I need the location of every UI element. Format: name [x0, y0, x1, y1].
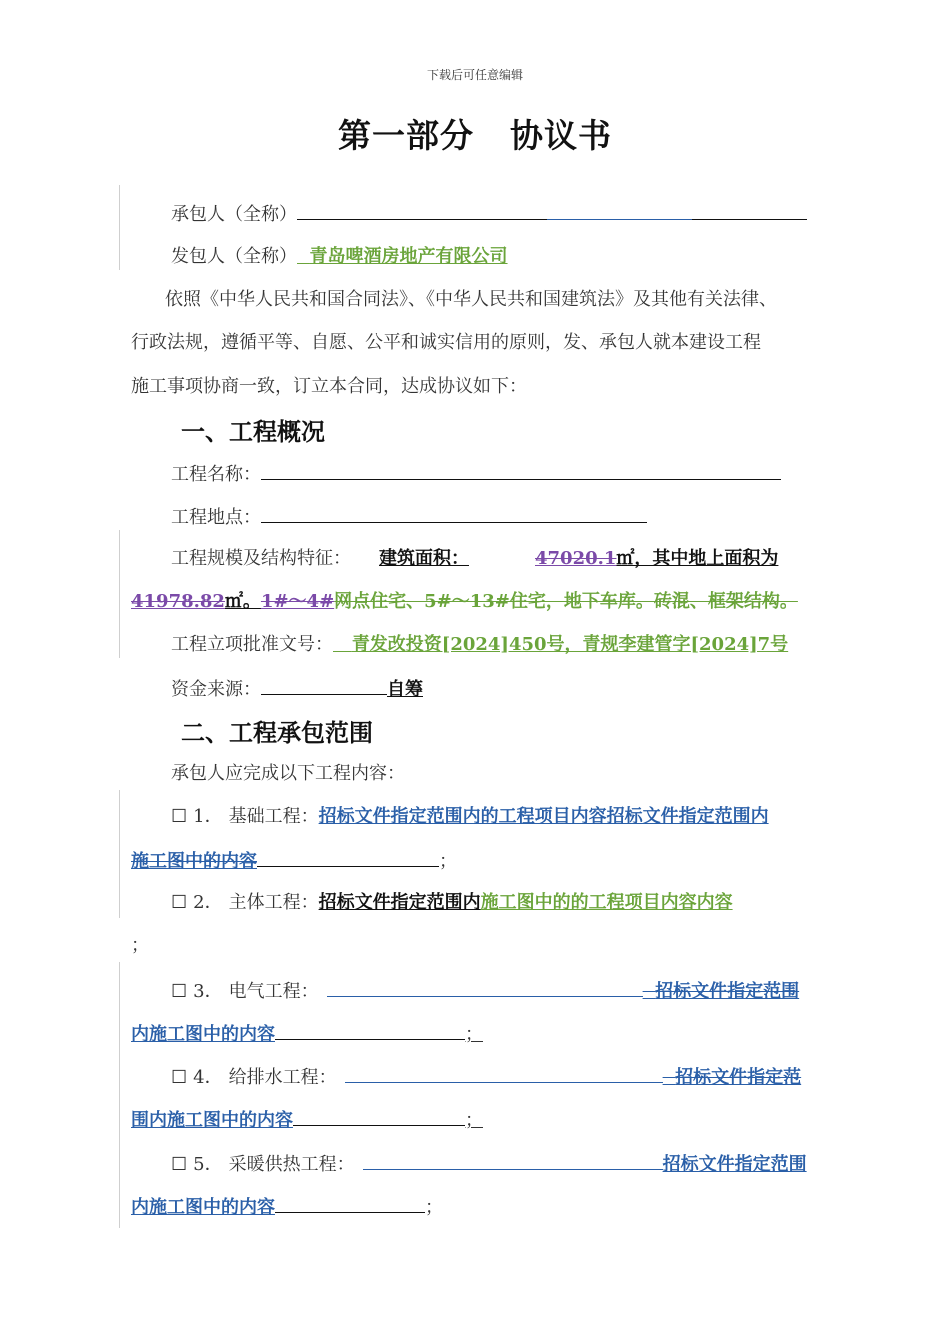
revision-bar: [119, 962, 120, 1228]
above-area-value: 41978.82: [131, 591, 225, 612]
scope-item-3: ☐ 3． 电气工程： 招标文件指定范围: [171, 978, 799, 1004]
scope-item-3-text: 招标文件指定范围: [655, 981, 800, 1002]
project-location-label: 工程地点：: [171, 507, 261, 528]
section2-heading: 二、工程承包范围: [181, 718, 373, 747]
header-note: 下载后可任意编辑: [426, 68, 523, 82]
approval-label: 工程立项批准文号：: [171, 634, 333, 655]
scope-item-2-text-b: 施工图中的的工程项目内容内容: [480, 892, 733, 913]
contractor-blank-revised: [547, 201, 692, 220]
checkbox-2[interactable]: ☐: [171, 892, 188, 913]
intro-line-2: 行政法规，遵循平等、自愿、公平和诚实信用的原则，发、承包人就本建设工程: [131, 332, 761, 353]
checkbox-5[interactable]: ☐: [171, 1154, 188, 1175]
contractor-blank-end: [692, 201, 807, 220]
contractor-label: 承包人（全称）: [171, 204, 297, 225]
project-name-field[interactable]: [261, 461, 781, 480]
project-location-line: [171, 504, 647, 530]
project-location-field[interactable]: [261, 504, 647, 523]
intro-line-3: 施工事项协商一致，订立本合同，达成协议如下：: [131, 376, 527, 397]
revision-bar: [119, 530, 120, 658]
scope-item-4-text: 招标文件指定范: [675, 1067, 802, 1088]
checkbox-3[interactable]: ☐: [171, 981, 188, 1002]
title-name: 协议书: [510, 116, 612, 155]
contractor-blank[interactable]: [297, 201, 547, 220]
scope-item-2-cont: ；: [131, 935, 149, 956]
scope-intro: 承包人应完成以下工程内容：: [171, 763, 405, 784]
page-title: [0, 110, 950, 157]
scope-item-1: ☐ 1． 基础工程：招标文件指定范围内的工程项目内容招标文件指定范围内: [171, 806, 769, 827]
funding-blank: [261, 676, 387, 695]
area-unit-text: ㎡，其中地上面积为: [616, 548, 779, 569]
scope-item-5-blank[interactable]: [363, 1151, 663, 1170]
scope-item-5: ☐ 5． 采暖供热工程： 招标文件指定范围: [171, 1151, 807, 1177]
scale-line-2: [131, 590, 798, 614]
scope-item-3-cont: 内施工图中的内容 ；: [131, 1021, 483, 1047]
scope-item-5-blank-2: [275, 1194, 425, 1213]
project-name-line: [171, 461, 781, 487]
scale-line-1: [171, 547, 778, 571]
approval-value: 青发改投资[2024]450号，青规李建管字[2024]7号: [351, 634, 789, 655]
employer-line: [171, 245, 508, 269]
revision-bar: [119, 790, 120, 918]
section1-heading: 一、工程概况: [181, 417, 325, 446]
buildings-b: 网点住宅、5#～13#住宅，地下车库。砖混、框架结构。: [334, 591, 798, 612]
funding-value: 自筹: [387, 679, 423, 700]
title-part: 第一部分: [338, 116, 474, 155]
revision-bar: [119, 185, 120, 270]
funding-line: [171, 676, 423, 702]
scope-item-1-cont: 施工图中的内容 ；: [131, 848, 457, 874]
contractor-line: [171, 201, 807, 227]
scope-item-1-text: 招标文件指定范围内的工程项目内容招标文件指定范围内: [318, 806, 769, 827]
buildings-a: 1#～4#: [260, 591, 335, 612]
scope-item-4-blank-2: [293, 1107, 465, 1126]
above-area-unit: ㎡。: [224, 591, 261, 612]
area-label: 建筑面积：: [379, 548, 469, 569]
scope-item-2: ☐ 2． 主体工程：招标文件指定范围内施工图中的的工程项目内容内容: [171, 892, 733, 913]
scope-item-2-text-a: 招标文件指定范围内: [318, 892, 481, 913]
funding-label: 资金来源：: [171, 679, 261, 700]
checkbox-4[interactable]: ☐: [171, 1067, 188, 1088]
area-value: 47020.1: [535, 548, 617, 569]
scope-item-4: ☐ 4． 给排水工程： 招标文件指定范: [171, 1064, 801, 1090]
scope-item-3-blank-2: [275, 1021, 465, 1040]
scale-label: 工程规模及结构特征：: [171, 548, 351, 569]
scope-item-5-cont: 内施工图中的内容 ；: [131, 1194, 443, 1220]
intro-line-1: 依照《中华人民共和国合同法》、《中华人民共和国建筑法》及其他有关法律、: [165, 289, 777, 310]
employer-label: 发包人（全称）: [171, 246, 297, 267]
employer-name: 青岛啤酒房地产有限公司: [309, 246, 508, 267]
checkbox-1[interactable]: ☐: [171, 806, 188, 827]
approval-line: [171, 633, 788, 657]
scope-item-4-cont: 围内施工图中的内容 ；: [131, 1107, 483, 1133]
project-name-label: 工程名称：: [171, 464, 261, 485]
scope-item-5-text: 招标文件指定范围: [662, 1154, 807, 1175]
scope-item-1-blank[interactable]: [257, 848, 439, 867]
scope-item-3-blank[interactable]: [327, 978, 643, 997]
scope-item-4-blank[interactable]: [345, 1064, 663, 1083]
